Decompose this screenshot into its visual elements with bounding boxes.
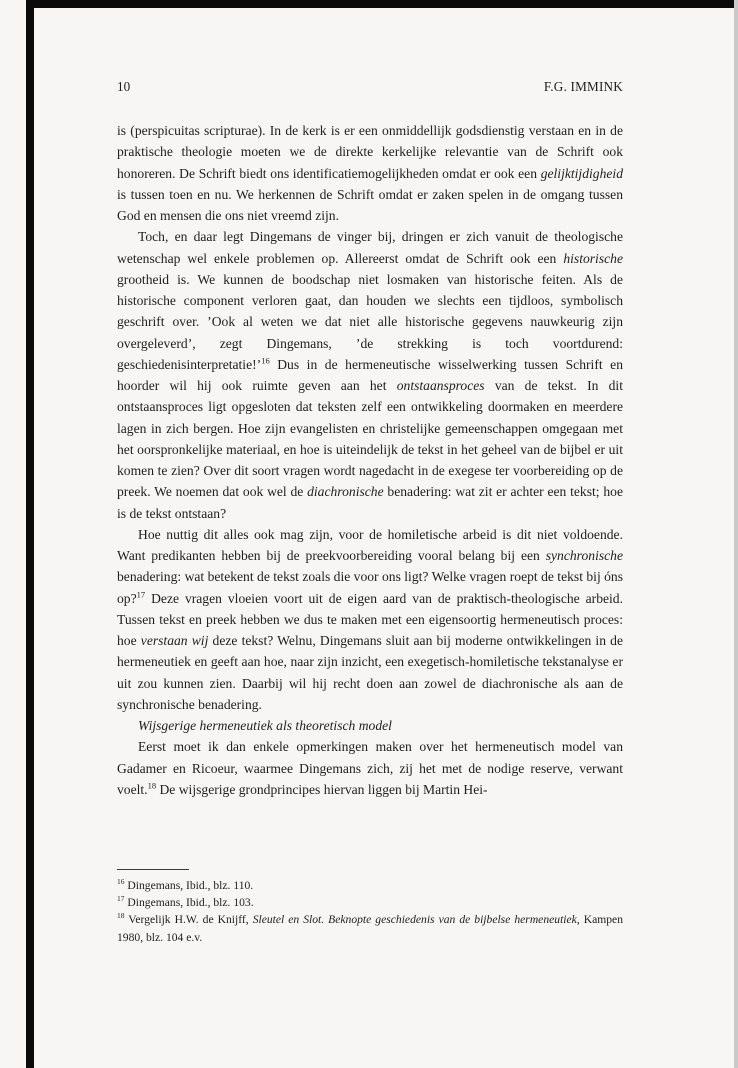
emphasis: diachronische [307, 484, 384, 500]
text-run: deze tekst? Welnu, Dingemans sluit aan bij moderne ontwikkelingen in de hermeneutiek en geeft aan hoe, naar zijn inzicht, een exegetisch-homiletische tekstanalyse er uit zou kunnen zien. Daarbij wil hij recht doen aan zowel de diachronische als aan de synchronische benadering. [117, 633, 623, 712]
emphasis: synchronische [545, 548, 623, 563]
footnote-text: Dingemans, Ibid., blz. 110. [124, 879, 254, 892]
text-run: Eerst moet ik dan enkele opmerkingen maken over het hermeneutisch model van Gadamer en Ricoeur, waarmee Dingemans zich, zij het met de nodige reserve, verwant voelt. [117, 739, 623, 797]
scan-edge-top [33, 0, 738, 8]
text-run: Deze vragen vloeien voort uit de eigen aard van de praktisch-theologische arbeid. Tussen tekst en preek hebben we dus te maken met een eigensoortig hermeneutisch proces: hoe [117, 590, 623, 648]
text-run: is (perspicuitas scripturae). In de kerk is er een onmiddellijk godsdienstig verstaan en in de praktische theologie moeten we de direkte kerkelijke relevantie van de Schrift ook honoreren. De Schrift biedt ons identificatiemogelijkheden omdat er ook een [117, 123, 623, 181]
footnote-divider [117, 869, 189, 870]
emphasis: gelijktijdigheid [540, 165, 623, 181]
text-run: De wijsgerige grondprincipes hiervan liggen bij Martin Hei- [156, 781, 488, 797]
footnote-book-title: Sleutel en Slot. Beknopte geschiedenis van de bijbelse hermeneutiek [252, 913, 577, 927]
footnote-number: 16 [117, 877, 125, 887]
footnotes [117, 877, 623, 946]
text-run: benadering: wat betekent de tekst zoals die voor ons ligt? Welke vragen roept de tekst bij óns op? [117, 569, 624, 606]
text-run: Toch, en daar legt Dingemans de vinger bij, dringen er zich vanuit de theologische wetenschap wel enkele problemen op. Allereerst omdat de Schrift ook een [117, 229, 623, 266]
footnote [117, 894, 623, 911]
emphasis: verstaan wij [140, 633, 209, 648]
footnote-ref[interactable]: 18 [147, 780, 157, 791]
emphasis: historische [563, 250, 623, 266]
text-run: is tussen toen en nu. We herkennen de Schrift omdat er zaken spelen in de omgang tussen God en mensen die ons niet vreemd zijn. [117, 186, 623, 223]
footnote-number: 18 [117, 911, 125, 921]
footnote [117, 911, 623, 945]
text-run: Dus in de hermeneutische wisselwerking tussen Schrift en hoorder wil hij ook ruimte geven aan het [117, 356, 623, 393]
paragraph [117, 226, 623, 524]
running-header [117, 79, 623, 99]
emphasis: ontstaansproces [396, 378, 485, 393]
paragraph [117, 524, 623, 715]
scan-edge-left [26, 0, 34, 1068]
footnote-text: Dingemans, Ibid., blz. 103. [124, 896, 254, 910]
footnote-ref[interactable]: 16 [261, 355, 270, 366]
footnote-ref[interactable]: 17 [136, 588, 146, 599]
paragraph [117, 736, 623, 800]
main-text [117, 120, 623, 800]
text-run: benadering: wat zit er achter een tekst; hoe is de tekst ontstaan? [117, 484, 623, 521]
footnote-text: , Kampen 1980, blz. 104 e.v. [117, 913, 624, 944]
running-author: F.G. IMMINK [543, 79, 623, 94]
text-run: Hoe nuttig dit alles ook mag zijn, voor de homiletische arbeid is dit niet voldoende. Want predikanten hebben bij de preekvoorbereiding vooral belang bij een [117, 526, 623, 563]
text-run: van de tekst. In dit ontstaansproces ligt opgesloten dat teksten zelf een ontwikkeling doormaken en meerdere lagen in zich bergen. Hoe zijn evangelisten en christelijke gemeenschappen omgegaan met het oorspronkelijke materiaal, en hoe is uiteindelijk de tekst in het geheel van de bijbel er uit komen te zien? Over dit soort vragen wordt nagedacht in de exegese ter voorbereiding op de preek. We noemen dat ook wel de [117, 378, 623, 500]
scan-edge-right [734, 0, 738, 1068]
section-heading: Wijsgerige hermeneutiek als theoretisch model [138, 718, 392, 733]
text-run: grootheid is. We kunnen de boodschap niet losmaken van historische feiten. Als de historische component verloren gaat, dan houden we slechts een tijdloos, symbolisch geschrift over. ’Ook al weten we dat niet alle historische gegevens nauwkeurig zijn overgeleverd’, zegt Dingemans, ’de strekking is toch voortdurend: geschiedenisinterpretatie!’ [117, 271, 623, 372]
paragraph [117, 120, 623, 226]
footnote-text: Vergelijk H.W. de Knijff, [124, 913, 253, 927]
page-number: 10 [117, 79, 131, 94]
footnote-number: 17 [117, 894, 125, 904]
footnote [117, 877, 623, 894]
